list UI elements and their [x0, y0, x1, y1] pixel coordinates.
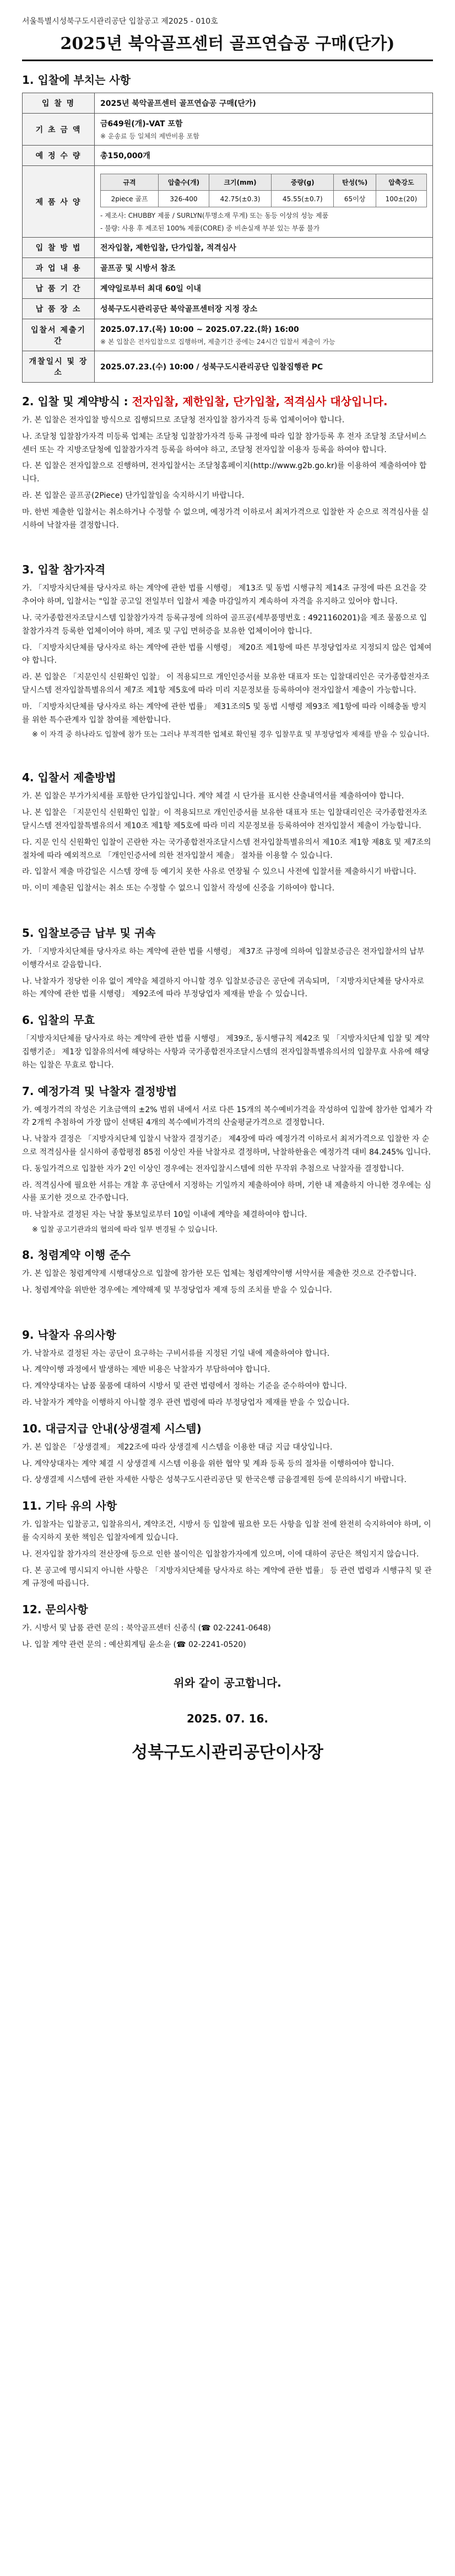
section-1-title: 1. 입찰에 부치는 사항	[22, 73, 131, 87]
spec-value: 42.75(±0.3)	[209, 191, 271, 207]
list-note: ※ 이 자격 중 하나라도 입찰에 참가 또는 그러나 부적격한 업체로 확인될 경우 입찰무효 및 부정당업자 제재를 받을 수 있습니다.	[32, 731, 430, 739]
info-label: 입찰서 제출기간	[23, 319, 95, 351]
list-item: 나. 본 입찰은 「지문인식 신원확인 입찰」이 적용되므로 개인인증서를 보유한 대표자 또는 입찰대리인은 국가종합전자조달시스템 전자입찰특별유의서 제10조 제1항 제5호에 따라 미리 지문정보를 등록하여야 전자입찰서 제출이 가능합니다.	[22, 808, 427, 831]
info-note: ※ 운송료 등 일체의 제반비용 포함	[100, 132, 199, 140]
list-item: 다. 계약상대자는 납품 물품에 대하여 시방서 및 관련 법령에서 정하는 기준을 준수하여야 합니다.	[22, 1382, 347, 1391]
list-item: 마. 낙찰자로 결정된 자는 낙찰 통보일로부터 10일 이내에 계약을 체결하여야 합니다.	[22, 1210, 307, 1220]
spec-header: 압출수(개)	[159, 174, 209, 191]
spec-value: 100±(20)	[376, 191, 426, 207]
info-row	[23, 278, 433, 299]
notice-date: 2025. 07. 16.	[186, 1711, 269, 1725]
info-label: 입 찰 방 법	[23, 238, 95, 258]
list-item: 가. 「지방자치단체를 당사자로 하는 계약에 관한 법률 시행령」 제37조 규정에 의하여 입찰보증금은 전자입찰서의 납부 이행각서로 갈음합니다.	[22, 947, 425, 969]
list-item: 가. 본 입찰은 전자입찰 방식으로 집행되므로 조달청 전자입찰 참가자격 등록 업체이어야 합니다.	[22, 416, 345, 425]
list-item: 다. 동일가격으로 입찰한 자가 2인 이상인 경우에는 전자입찰시스템에 의한 무작위 추첨으로 낙찰자를 결정합니다.	[22, 1164, 404, 1173]
section-4-body	[22, 790, 433, 895]
list-item: 가. 시방서 및 납품 관련 문의 : 북악골프센터 신종식 (☎ 02-2241-0648)	[22, 1624, 271, 1633]
list-item: 가. 본 입찰은 부가가치세를 포함한 단가입찰입니다. 계약 체결 시 단가를 표시한 산출내역서를 제출하여야 합니다.	[22, 792, 404, 801]
info-value: 금649원(개)-VAT 포함	[100, 120, 183, 128]
info-cell	[95, 114, 433, 146]
list-item: 나. 청렴계약을 위반한 경우에는 계약해제 및 부정당업자 제재 등의 조치를 받을 수 있습니다.	[22, 1285, 332, 1295]
info-row	[23, 93, 433, 114]
section-2-title	[22, 393, 433, 409]
spec-cell	[95, 166, 433, 238]
list-item: 나. 낙찰자 결정은 「지방자치단체 입찰시 낙찰자 결정기준」 제4장에 따라 예정가격 이하로서 최저가격으로 입찰한 자 순으로 적격심사를 실시하여 종합평점 85점 이상인 자를 낙찰자로 결정하며, 낙찰하한율은 예정가격 대비 84.245% 입니다.	[22, 1135, 431, 1157]
list-item: 가. 낙찰자로 결정된 자는 공단이 요구하는 구비서류를 지정된 기일 내에 제출하여야 합니다.	[22, 1349, 330, 1358]
section-4-title: 4. 입찰서 제출방법	[22, 771, 116, 785]
list-item: 가. 예정가격의 작성은 기초금액의 ±2% 범위 내에서 서로 다른 15개의 복수예비가격을 작성하여 입찰에 참가한 업체가 각각 2개씩 추첨하여 가장 많이 선택된 4개의 복수예비가격의 산술평균가격으로 결정합니다.	[22, 1105, 433, 1128]
info-value: 2025.07.23.(수) 10:00 / 성북구도시관리공단 입찰집행관 PC	[95, 351, 433, 383]
info-row	[23, 299, 433, 319]
info-row	[23, 146, 433, 166]
list-item: 다. 본 공고에 명시되지 아니한 사항은 「지방자치단체를 당사자로 하는 계약에 관한 법률」 등 관련 법령과 시행규칙 및 관계 규정에 따릅니다.	[22, 1566, 432, 1588]
notice-header: 서울특별시성북구도시관리공단 입찰공고 제2025 - 010호	[22, 17, 218, 26]
list-item: 다. 「지방자치단체를 당사자로 하는 계약에 관한 법률 시행령」 제20조 제1항에 따른 부정당업자로 지정되지 않은 업체여야 합니다.	[22, 643, 432, 666]
list-note: ※ 입찰 공고기관과의 협의에 따라 일부 변경될 수 있습니다.	[32, 1225, 218, 1234]
section-7-title: 7. 예정가격 및 낙찰자 결정방법	[22, 1084, 177, 1098]
section-9-title: 9. 낙찰자 유의사항	[22, 1328, 116, 1341]
list-item: 라. 본 입찰은 「지문인식 신원확인 입찰」 이 적용되므로 개인인증서를 보유한 대표자 또는 입찰대리인은 국가종합전자조달시스템 전자입찰특별유의서 제7조 제1항 제5호에 따라 미리 지문정보를 등록하여야 전자입찰서 제출이 가능합니다.	[22, 673, 430, 695]
info-label: 입 찰 명	[23, 93, 95, 114]
section-2-title-text: 2. 입찰 및 계약방식 :	[22, 395, 128, 408]
info-cell	[95, 319, 433, 351]
section-5-title: 5. 입찰보증금 납부 및 귀속	[22, 926, 156, 940]
bid-info-table	[22, 93, 433, 383]
section-11-body	[22, 1518, 433, 1591]
info-row	[23, 238, 433, 258]
info-value: 총150,000개	[95, 146, 433, 166]
list-item: 「지방자치단체를 당사자로 하는 계약에 관한 법률 시행령」 제39조, 동시행규칙 제42조 및 「지방자치단체 입찰 및 계약집행기준」 제1장 입찰유의서에 해당하는 사항과 국가종합전자조달시스템의 전자입찰특별유의서의 입찰무효 사유에 해당하는 입찰은 무효로 합니다.	[22, 1034, 430, 1070]
info-value: 전자입찰, 제한입찰, 단가입찰, 적격심사	[95, 238, 433, 258]
info-value: 골프공 및 시방서 참조	[95, 258, 433, 278]
list-item: 가. 본 입찰은 「상생결제」 제22조에 따라 상생결제 시스템을 이용한 대금 지급 대상입니다.	[22, 1442, 333, 1452]
list-item: 나. 계약이행 과정에서 발생하는 제반 비용은 낙찰자가 부담하여야 합니다.	[22, 1365, 270, 1375]
section-11-title: 11. 기타 유의 사항	[22, 1499, 117, 1513]
section-3-body	[22, 582, 433, 741]
info-label: 예 정 수 량	[23, 146, 95, 166]
spec-note: - 불량: 사용 후 제조된 100% 제품(CORE) 중 비손실재 부분 있는 부품 불가	[100, 224, 320, 232]
spec-value: 65이상	[334, 191, 376, 207]
spec-header: 규격	[101, 174, 159, 191]
info-label: 개찰일시 및 장소	[23, 351, 95, 383]
list-item: 다. 본 입찰은 전자입찰으로 진행하며, 전자입찰서는 조달청홈페이지(http://www.g2b.go.kr)를 이용하여 제출하여야 합니다.	[22, 461, 427, 484]
info-value: 2025년 북악골프센터 골프연습공 구매(단가)	[95, 93, 433, 114]
spec-header: 압축강도	[376, 174, 426, 191]
info-value: 성북구도시관리공단 북악골프센터장 지정 장소	[95, 299, 433, 319]
list-item: 마. 「지방자치단체를 당사자로 하는 계약에 관한 법률」 제31조의5 및 동법 시행령 제93조 제1항에 따라 이해충돌 방지를 위한 특수관계자 입찰 참여를 제한합니다.	[22, 702, 427, 724]
spec-table	[100, 174, 427, 207]
list-item: 나. 계약상대자는 계약 체결 시 상생결제 시스템 이용을 위한 협약 및 계좌 등록 등의 절차를 이행하여야 합니다.	[22, 1459, 394, 1468]
list-item: 라. 낙찰자가 계약을 이행하지 아니할 경우 관련 법령에 따라 부정당업자 제재를 받을 수 있습니다.	[22, 1398, 350, 1408]
info-label: 기 초 금 액	[23, 114, 95, 146]
list-item: 나. 낙찰자가 정당한 이유 없이 계약을 체결하지 아니할 경우 입찰보증금은 공단에 귀속되며, 「지방자치단체를 당사자로 하는 계약에 관한 법률 시행령」 제92조에 따라 부정당업자 제재를 받을 수 있습니다.	[22, 976, 424, 999]
info-row	[23, 166, 433, 238]
issuing-organization: 성북구도시관리공단이사장	[132, 1742, 323, 1762]
section-5-body	[22, 946, 433, 1001]
title-divider	[22, 60, 433, 61]
list-item: 가. 「지방자치단체를 당사자로 하는 계약에 관한 법률 시행령」 제13조 및 동법 시행규칙 제14조 규정에 따른 요건을 갖추어야 하며, 입찰서는 "입찰 공고일 전일부터 입찰서 제출 마감일까지 계속하여 자격을 유지하고 있어야 합니다.	[22, 584, 427, 607]
section-9-body	[22, 1348, 433, 1410]
list-item: 라. 적격심사에 필요한 서류는 개찰 후 공단에서 지정하는 기일까지 제출하여야 하며, 기한 내 제출하지 아니한 경우에는 심사를 포기한 것으로 간주합니다.	[22, 1180, 431, 1203]
list-item: 나. 전자입찰 참가자의 전산장애 등으로 인한 불이익은 입찰참가자에게 있으며, 이에 대하여 공단은 책임지지 않습니다.	[22, 1549, 419, 1559]
closing-statement: 위와 같이 공고합니다.	[174, 1676, 281, 1689]
spec-value-row	[101, 191, 427, 207]
info-value: 계약일로부터 최대 60일 이내	[95, 278, 433, 299]
section-2-body	[22, 414, 433, 532]
list-item: 마. 한번 제출한 입찰서는 취소하거나 수정할 수 없으며, 예정가격 이하로서 최저가격으로 입찰한 자 순으로 적격심사를 실시하여 낙찰자를 결정합니다.	[22, 507, 429, 530]
section-6-title: 6. 입찰의 무효	[22, 1013, 95, 1027]
info-value: 2025.07.17.(목) 10:00 ~ 2025.07.22.(화) 16:00	[100, 325, 299, 334]
info-label: 제 품 사 양	[23, 166, 95, 238]
spec-value: 45.55(±0.7)	[272, 191, 334, 207]
section-7-body	[22, 1104, 433, 1236]
spec-value: 326-400	[159, 191, 209, 207]
section-8-body	[22, 1268, 433, 1297]
section-3-title: 3. 입찰 참가자격	[22, 563, 106, 577]
info-row	[23, 351, 433, 383]
list-item: 마. 이미 제출된 입찰서는 취소 또는 수정할 수 없으니 입찰서 작성에 신중을 기하여야 합니다.	[22, 884, 335, 893]
spec-header: 크기(mm)	[209, 174, 271, 191]
spec-header: 중량(g)	[272, 174, 334, 191]
info-label: 납 품 장 소	[23, 299, 95, 319]
document-title: 2025년 북악골프센터 골프연습공 구매(단가)	[60, 34, 395, 53]
section-12-body	[22, 1622, 433, 1652]
list-item: 가. 본 입찰은 청렴계약제 시행대상으로 입찰에 참가한 모든 업체는 청렴계약이행 서약서를 제출한 것으로 간주합니다.	[22, 1269, 416, 1279]
spec-value: 2piece 골프	[101, 191, 159, 207]
list-item: 가. 입찰자는 입찰공고, 입찰유의서, 계약조건, 시방서 등 입찰에 필요한 모든 사항을 입찰 전에 완전히 숙지하여야 하며, 이를 숙지하지 못한 책임은 입찰자에게 있습니다.	[22, 1520, 431, 1543]
info-row	[23, 114, 433, 146]
section-10-title: 10. 대금지급 안내(상생결제 시스템)	[22, 1421, 202, 1435]
info-row	[23, 258, 433, 278]
section-8-title: 8. 청렴계약 이행 준수	[22, 1248, 131, 1262]
section-10-body	[22, 1441, 433, 1487]
spec-header: 탄성(%)	[334, 174, 376, 191]
list-item: 나. 입찰 계약 관련 문의 : 예산회계팀 윤소윤 (☎ 02-2241-0520)	[22, 1640, 246, 1650]
list-item: 나. 조달청 입찰참가자격 미등록 업체는 조달청 입찰참가자격 등록 규정에 따라 입찰 참가등록 후 전자 조달청 조달서비스센터 또는 각 지방조달청에 입찰참가자격 등록을 하여야 하고, 조달청 전자입찰 이용자 등록을 하여야 합니다.	[22, 432, 426, 454]
list-item: 다. 지문 인식 신원확인 입찰이 곤란한 자는 국가종합전자조달시스템 전자입찰특별유의서 제10조 제1항 제8호 및 제7조의 절차에 따라 예외적으로 「개인인증서에 의한 전자입찰서 제출」 절차를 이용할 수 있습니다.	[22, 838, 431, 860]
list-item: 다. 상생결제 시스템에 관한 자세한 사항은 성북구도시관리공단 및 한국은행 금융결제원 등에 문의하시기 바랍니다.	[22, 1475, 407, 1485]
info-note: ※ 본 입찰은 전자입찰으로 집행하며, 제출기간 중에는 24시간 입찰서 제출이 가능	[100, 338, 335, 346]
list-item: 나. 국가종합전자조달시스템 입찰참가자격 등록규정에 의하여 골프공(세부품명번호 : 4921160201)을 제조 물품으로 입찰참가자격 등록한 업체이어야 하며, 제조 및 구입 면허증을 보유한 업체이어야 합니다.	[22, 613, 427, 636]
spec-header-row	[101, 174, 427, 191]
info-row	[23, 319, 433, 351]
spec-note: - 제조사: CHUBBY 제품 / SURLYN(투명소재 무게) 또는 동등 이상의 성능 제품	[100, 212, 329, 219]
list-item: 라. 본 입찰은 골프공(2Piece) 단가입찰임을 숙지하시기 바랍니다.	[22, 491, 245, 500]
section-6-body	[22, 1033, 433, 1072]
list-item: 라. 입찰서 제출 마감일은 시스템 장애 등 예기치 못한 사유로 연장될 수 있으니 사전에 입찰서를 제출하시기 바랍니다.	[22, 867, 416, 877]
section-12-title: 12. 문의사항	[22, 1603, 88, 1617]
info-label: 납 품 기 간	[23, 278, 95, 299]
section-2-title-highlight: 전자입찰, 제한입찰, 단가입찰, 적격심사 대상입니다.	[132, 395, 388, 408]
info-label: 과 업 내 용	[23, 258, 95, 278]
